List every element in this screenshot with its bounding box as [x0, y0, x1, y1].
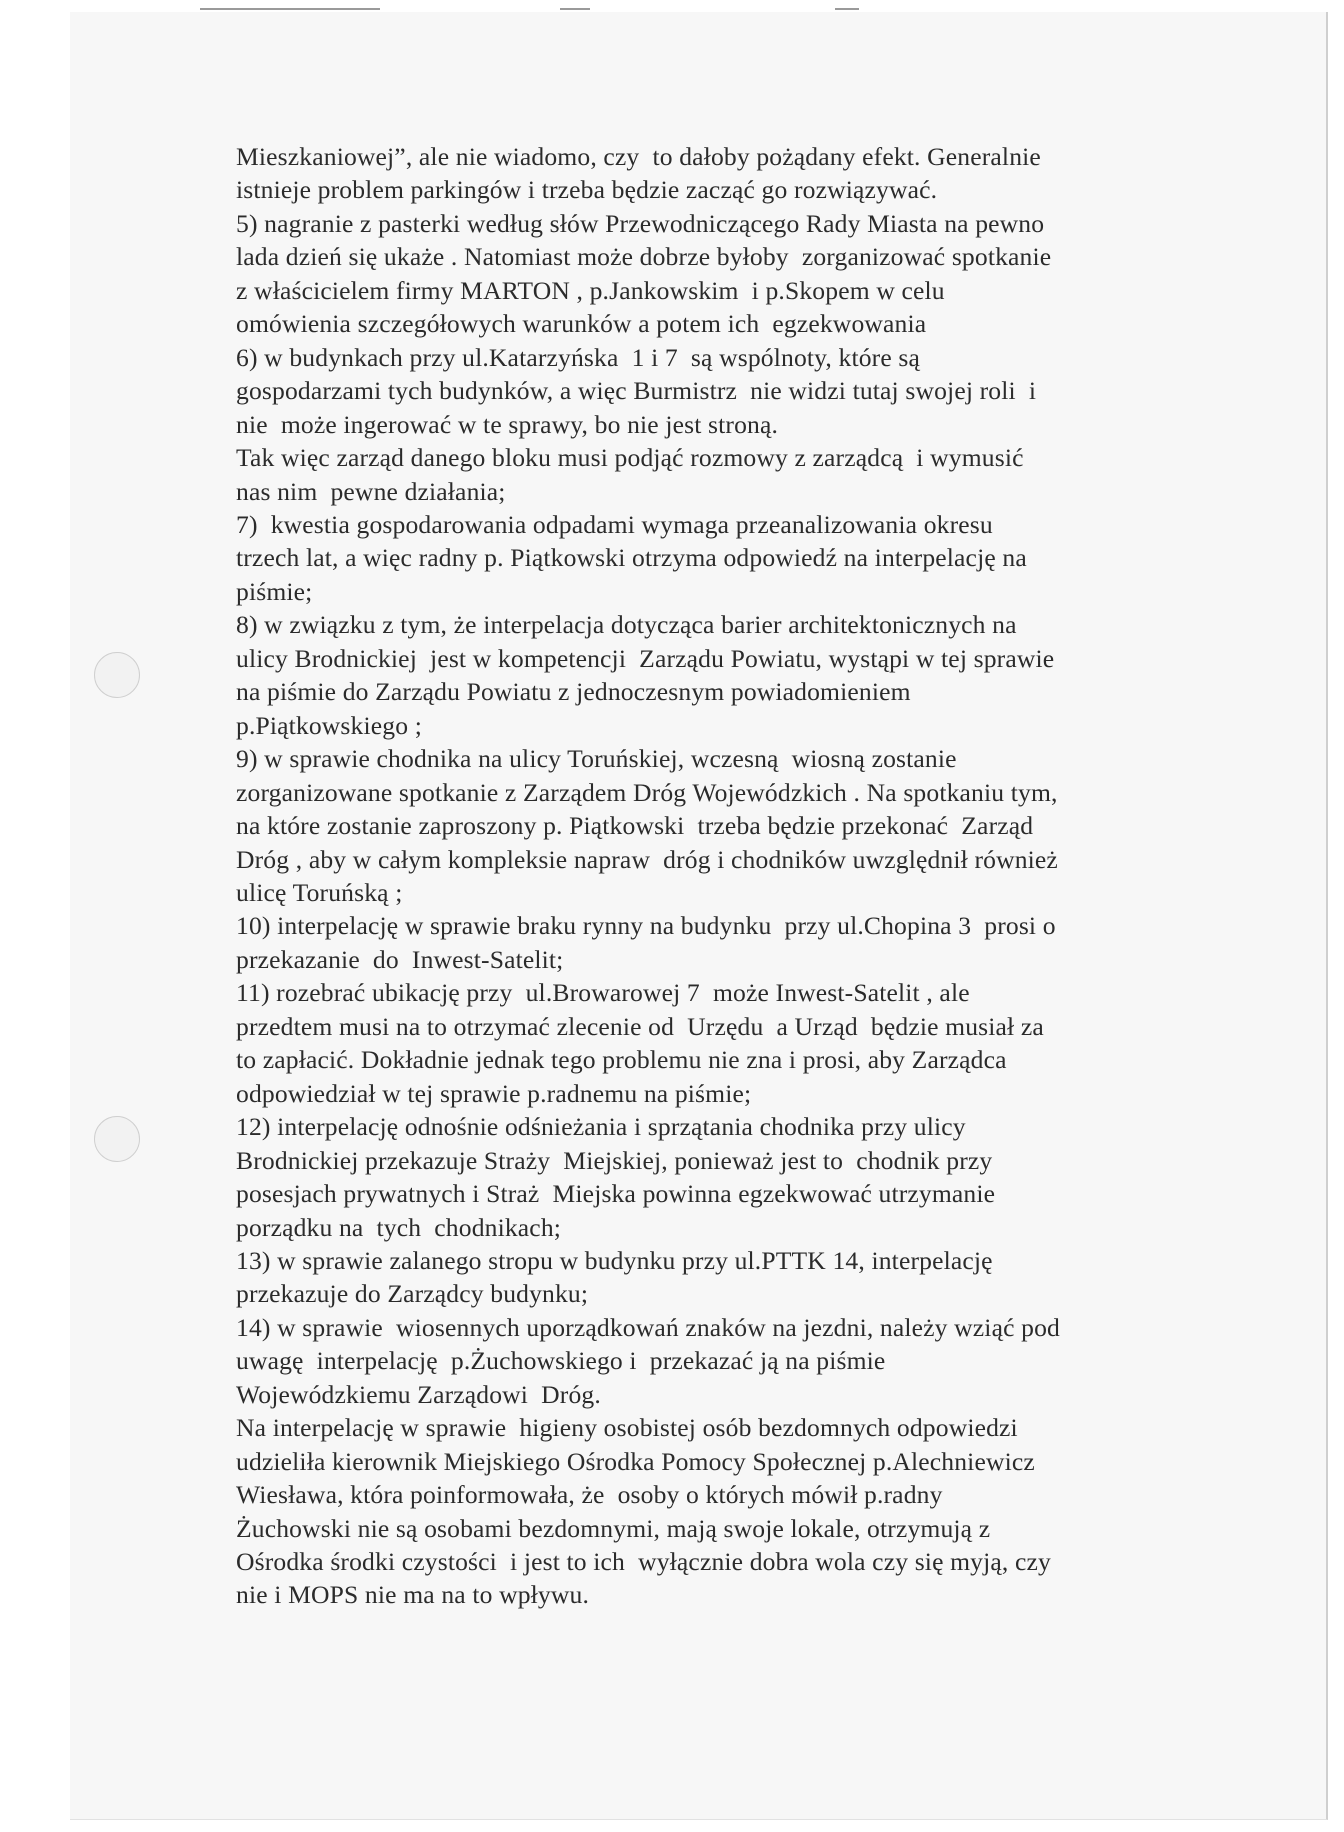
document-body: [236, 140, 1196, 1612]
scan-artifact: [200, 8, 380, 10]
text-line: Wiesława, która poinformowała, że osoby o których mówił p.radny: [236, 1480, 943, 1510]
text-line: 7) kwestia gospodarowania odpadami wymaga przeanalizowania okresu: [236, 509, 993, 539]
text-line: 12) interpelację odnośnie odśnieżania i sprzątania chodnika przy ulicy: [236, 1112, 966, 1142]
text-line: porządku na tych chodnikach;: [236, 1212, 562, 1242]
text-line: trzech lat, a więc radny p. Piątkowski otrzyma odpowiedź na interpelację na: [236, 543, 1027, 573]
scan-artifact: [560, 8, 590, 10]
text-line: przekazuje do Zarządcy budynku;: [236, 1279, 589, 1309]
text-line: 11) rozebrać ubikację przy ul.Browarowej 7 może Inwest-Satelit , ale: [236, 978, 970, 1008]
text-line: Tak więc zarząd danego bloku musi podjąć rozmowy z zarządcą i wymusić: [236, 443, 1024, 473]
text-line: ulicy Brodnickiej jest w kompetencji Zarządu Powiatu, wystąpi w tej sprawie: [236, 643, 1055, 673]
text-line: posesjach prywatnych i Straż Miejska powinna egzekwować utrzymanie: [236, 1179, 996, 1209]
text-line: omówienia szczegółowych warunków a potem ich egzekwowania: [236, 309, 927, 339]
text-line: z właścicielem firmy MARTON , p.Jankowskim i p.Skopem w celu: [236, 275, 945, 305]
text-line: przedtem musi na to otrzymać zlecenie od Urzędu a Urząd będzie musiał za: [236, 1011, 1044, 1041]
text-line: Ośrodka środki czystości i jest to ich wyłącznie dobra wola czy się myją, czy: [236, 1547, 1051, 1577]
text-line: 5) nagranie z pasterki według słów Przewodniczącego Rady Miasta na pewno: [236, 208, 1045, 238]
text-line: nie i MOPS nie ma na to wpływu.: [236, 1580, 589, 1610]
text-line: nas nim pewne działania;: [236, 476, 506, 506]
text-line: na które zostanie zaproszony p. Piątkowski trzeba będzie przekonać Zarząd: [236, 811, 1034, 841]
punch-hole: [94, 652, 140, 698]
text-line: 8) w związku z tym, że interpelacja dotycząca barier architektonicznych na: [236, 610, 1017, 640]
text-line: 10) interpelację w sprawie braku rynny na budynku przy ul.Chopina 3 prosi o: [236, 911, 1056, 941]
text-line: ulicę Toruńską ;: [236, 877, 403, 907]
text-line: Brodnickiej przekazuje Straży Miejskiej, ponieważ jest to chodnik przy: [236, 1145, 993, 1175]
text-line: 6) w budynkach przy ul.Katarzyńska 1 i 7 są wspólnoty, które są: [236, 342, 921, 372]
text-line: 9) w sprawie chodnika na ulicy Toruńskiej, wczesną wiosną zostanie: [236, 744, 957, 774]
text-line: Dróg , aby w całym kompleksie napraw dróg i chodników uwzględnił również: [236, 844, 1058, 874]
text-line: odpowiedział w tej sprawie p.radnemu na piśmie;: [236, 1078, 752, 1108]
text-line: to zapłacić. Dokładnie jednak tego problemu nie zna i prosi, aby Zarządca: [236, 1045, 1007, 1075]
text-line: 13) w sprawie zalanego stropu w budynku przy ul.PTTK 14, interpelację: [236, 1245, 993, 1275]
text-line: gospodarzami tych budynków, a więc Burmistrz nie widzi tutaj swojej roli i: [236, 376, 1037, 406]
text-line: Na interpelację w sprawie higieny osobistej osób bezdomnych odpowiedzi: [236, 1413, 1018, 1443]
text-line: istnieje problem parkingów i trzeba będzie zacząć go rozwiązywać.: [236, 175, 938, 205]
text-line: na piśmie do Zarządu Powiatu z jednoczesnym powiadomieniem: [236, 677, 911, 707]
scan-artifact: [835, 8, 859, 10]
text-line: p.Piątkowskiego ;: [236, 710, 422, 740]
text-line: 14) w sprawie wiosennych uporządkowań znaków na jezdni, należy wziąć pod: [236, 1312, 1060, 1342]
text-line: lada dzień się ukaże . Natomiast może dobrze byłoby zorganizować spotkanie: [236, 242, 1052, 272]
text-line: Mieszkaniowej”, ale nie wiadomo, czy to dałoby pożądany efekt. Generalnie: [236, 142, 1041, 171]
text-line: zorganizowane spotkanie z Zarządem Dróg Wojewódzkich . Na spotkaniu tym,: [236, 777, 1058, 807]
text-line: piśmie;: [236, 576, 313, 606]
text-line: uwagę interpelację p.Żuchowskiego i przekazać ją na piśmie: [236, 1346, 886, 1376]
text-line: nie może ingerować w te sprawy, bo nie jest stroną.: [236, 409, 779, 439]
punch-hole: [94, 1116, 140, 1162]
text-line: Żuchowski nie są osobami bezdomnymi, mają swoje lokale, otrzymują z: [236, 1513, 991, 1543]
text-line: udzieliła kierownik Miejskiego Ośrodka Pomocy Społecznej p.Alechniewicz: [236, 1446, 1035, 1476]
text-line: przekazanie do Inwest-Satelit;: [236, 944, 564, 974]
text-line: Wojewódzkiemu Zarządowi Dróg.: [236, 1379, 601, 1409]
